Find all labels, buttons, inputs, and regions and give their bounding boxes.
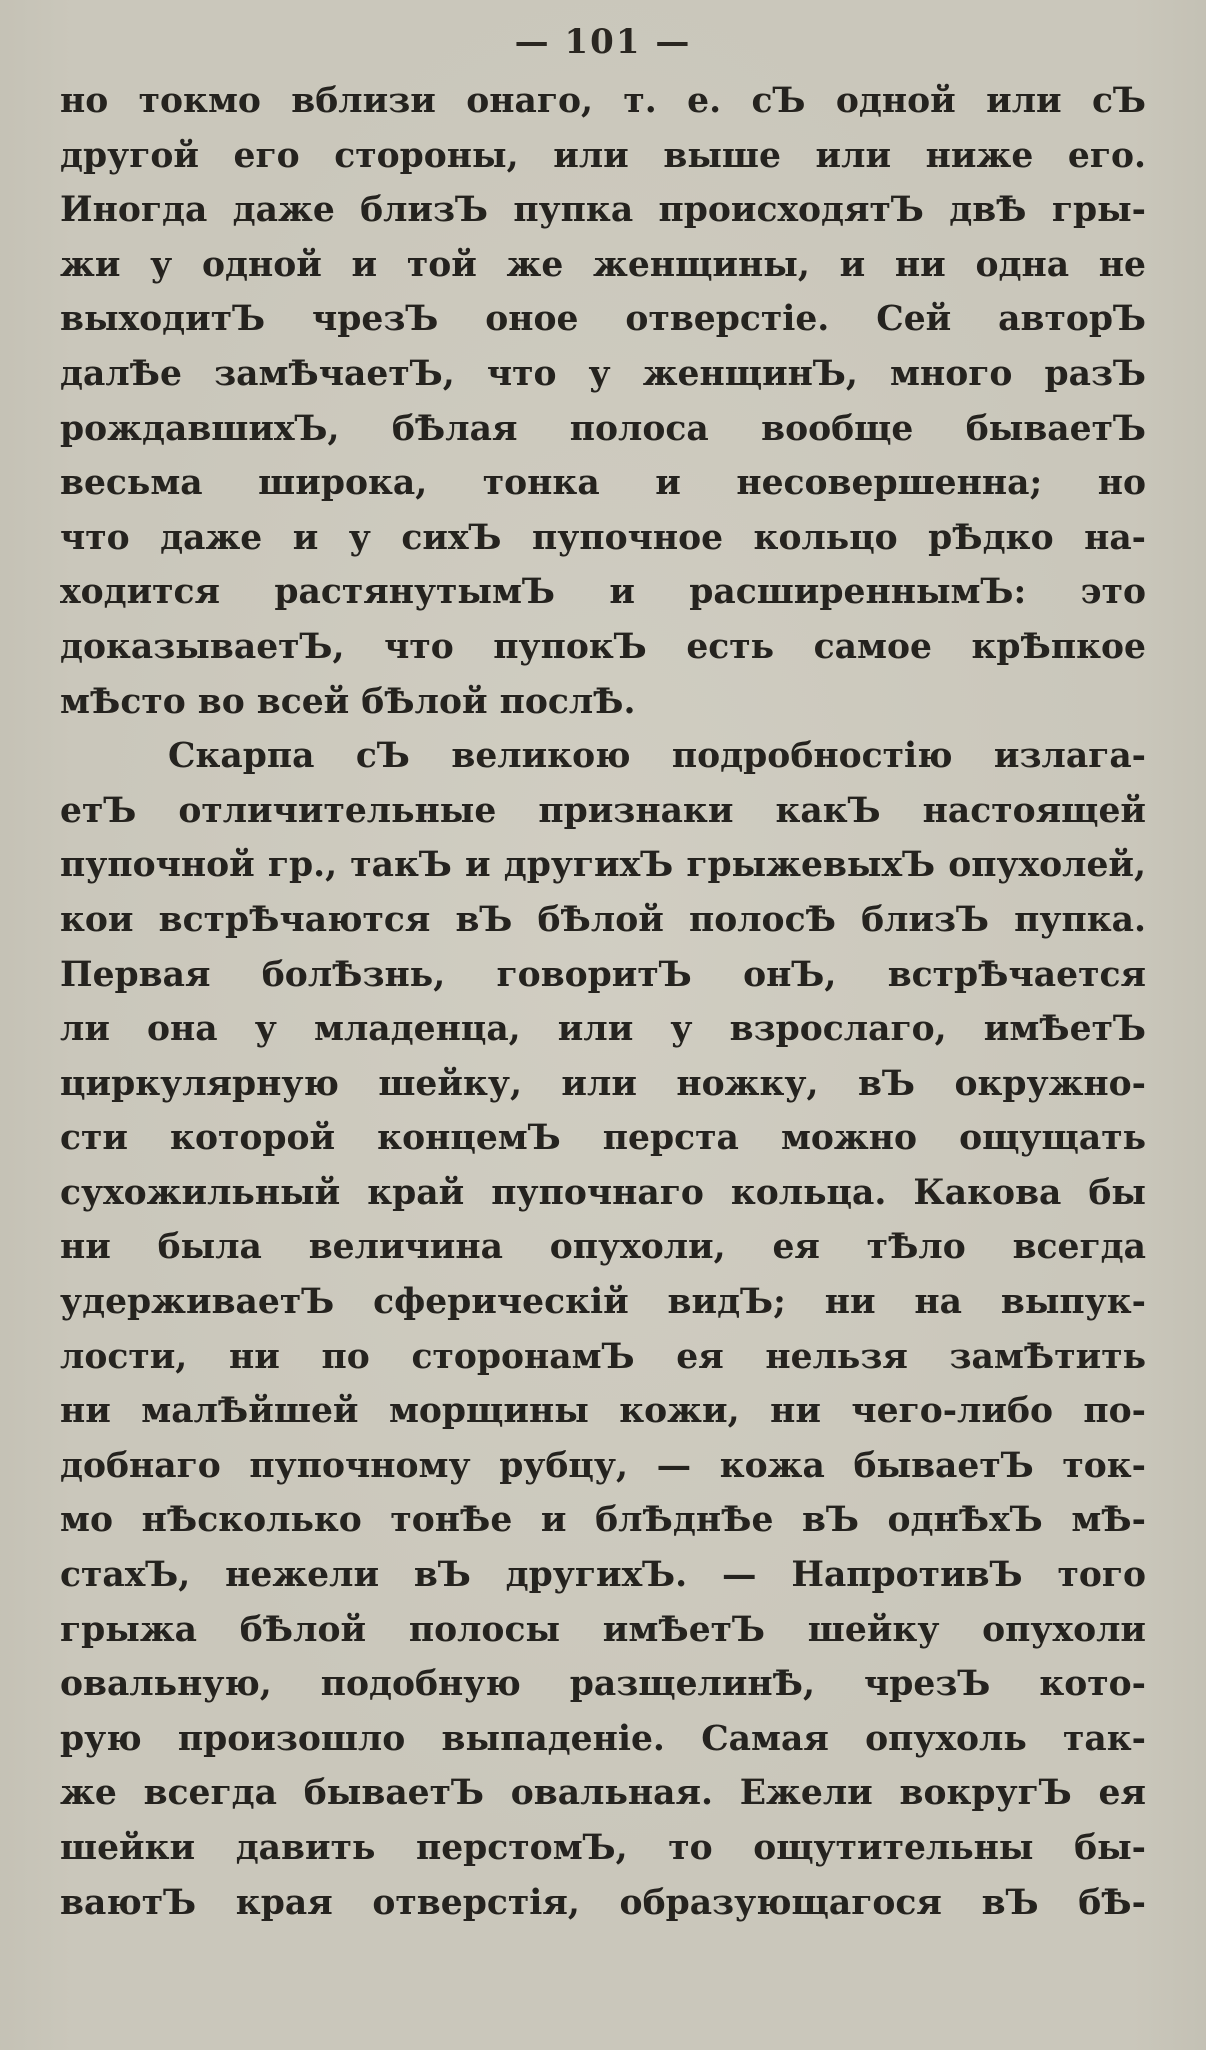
text-line: циркулярную шейку, или ножку, вЪ окружно-	[60, 1063, 1146, 1104]
paragraph-2	[60, 729, 1146, 1930]
text-line: лости, ни по сторонамЪ ея нельзя замѢтить	[60, 1336, 1146, 1377]
text-line: сухожильный край пупочнаго кольца. Какова бы	[60, 1172, 1146, 1213]
text-line: Иногда даже близЪ пупка происходятЪ двѢ гры-	[60, 190, 1146, 231]
text-line: ни была величина опухоли, ея тѢло всегда	[60, 1227, 1146, 1268]
text-line: кои встрѢчаются вЪ бѢлой полосѢ близЪ пупка.	[60, 899, 1146, 940]
text-line: Скарпа сЪ великою подробностію излага-	[168, 736, 1146, 777]
text-line: далѢе замѢчаетЪ, что у женщинЪ, много разЪ	[60, 353, 1146, 394]
text-line: Первая болѢзнь, говоритЪ онЪ, встрѢчается	[60, 954, 1146, 995]
text-line: пупочной гр., такЪ и другихЪ грыжевыхЪ опухолей,	[60, 845, 1146, 886]
text-line: выходитЪ чрезЪ оное отверстіе. Сей авторЪ	[60, 299, 1146, 340]
text-line: ходится растянутымЪ и расширеннымЪ: это	[60, 572, 1146, 613]
text-line: добнаго пупочному рубцу, — кожа бываетЪ ток-	[60, 1445, 1146, 1486]
text-line: удерживаетЪ сферическій видЪ; ни на выпук-	[60, 1282, 1146, 1323]
text-line: стахЪ, нежели вЪ другихЪ. — НапротивЪ того	[60, 1555, 1146, 1596]
text-line: мо нѢсколько тонѢе и блѢднѢе вЪ однѢхЪ мѢ-	[60, 1500, 1146, 1541]
text-line: доказываетЪ, что пупокЪ есть самое крѢпкое	[60, 626, 1146, 667]
text-line: грыжа бѢлой полосы имѢетЪ шейку опухоли	[60, 1609, 1146, 1650]
text-line: рую произошло выпаденіе. Самая опухоль так-	[60, 1718, 1146, 1759]
paragraph-1	[60, 74, 1146, 729]
text-line: шейки давить перстомЪ, то ощутительны бы-	[60, 1828, 1146, 1868]
text-line: весьма широка, тонка и несовершенна; но	[60, 463, 1146, 504]
text-line: что даже и у сихЪ пупочное кольцо рѢдко на-	[60, 517, 1146, 558]
text-line: етЪ отличительные признаки какЪ настоящей	[60, 790, 1146, 831]
text-line: рождавшихЪ, бѢлая полоса вообще бываетЪ	[60, 408, 1146, 449]
text-line: сти которой концемЪ перста можно ощущать	[60, 1118, 1146, 1159]
text-line: овальную, подобную разщелинѢ, чрезЪ кото-	[60, 1664, 1146, 1705]
text-line: ни малѢйшей морщины кожи, ни чего-либо по-	[60, 1391, 1146, 1432]
text-line: но токмо вблизи онаго, т. е. сЪ одной или сЪ	[60, 81, 1146, 121]
text-line: другой его стороны, или выше или ниже его.	[60, 135, 1146, 176]
text-line: жи у одной и той же женщины, и ни одна не	[60, 244, 1146, 285]
text-line: ваютЪ края отверстія, образующагося вЪ бѢ-	[60, 1882, 1146, 1923]
text-line: же всегда бываетЪ овальная. Ежели вокругЪ ея	[60, 1773, 1146, 1814]
body-text	[60, 74, 1146, 1930]
text-line: мѢсто во всей бѢлой послѢ.	[60, 681, 636, 722]
text-line: ли она у младенца, или у взрослаго, имѢетЪ	[60, 1009, 1146, 1050]
page-number: — 101 —	[514, 22, 692, 62]
